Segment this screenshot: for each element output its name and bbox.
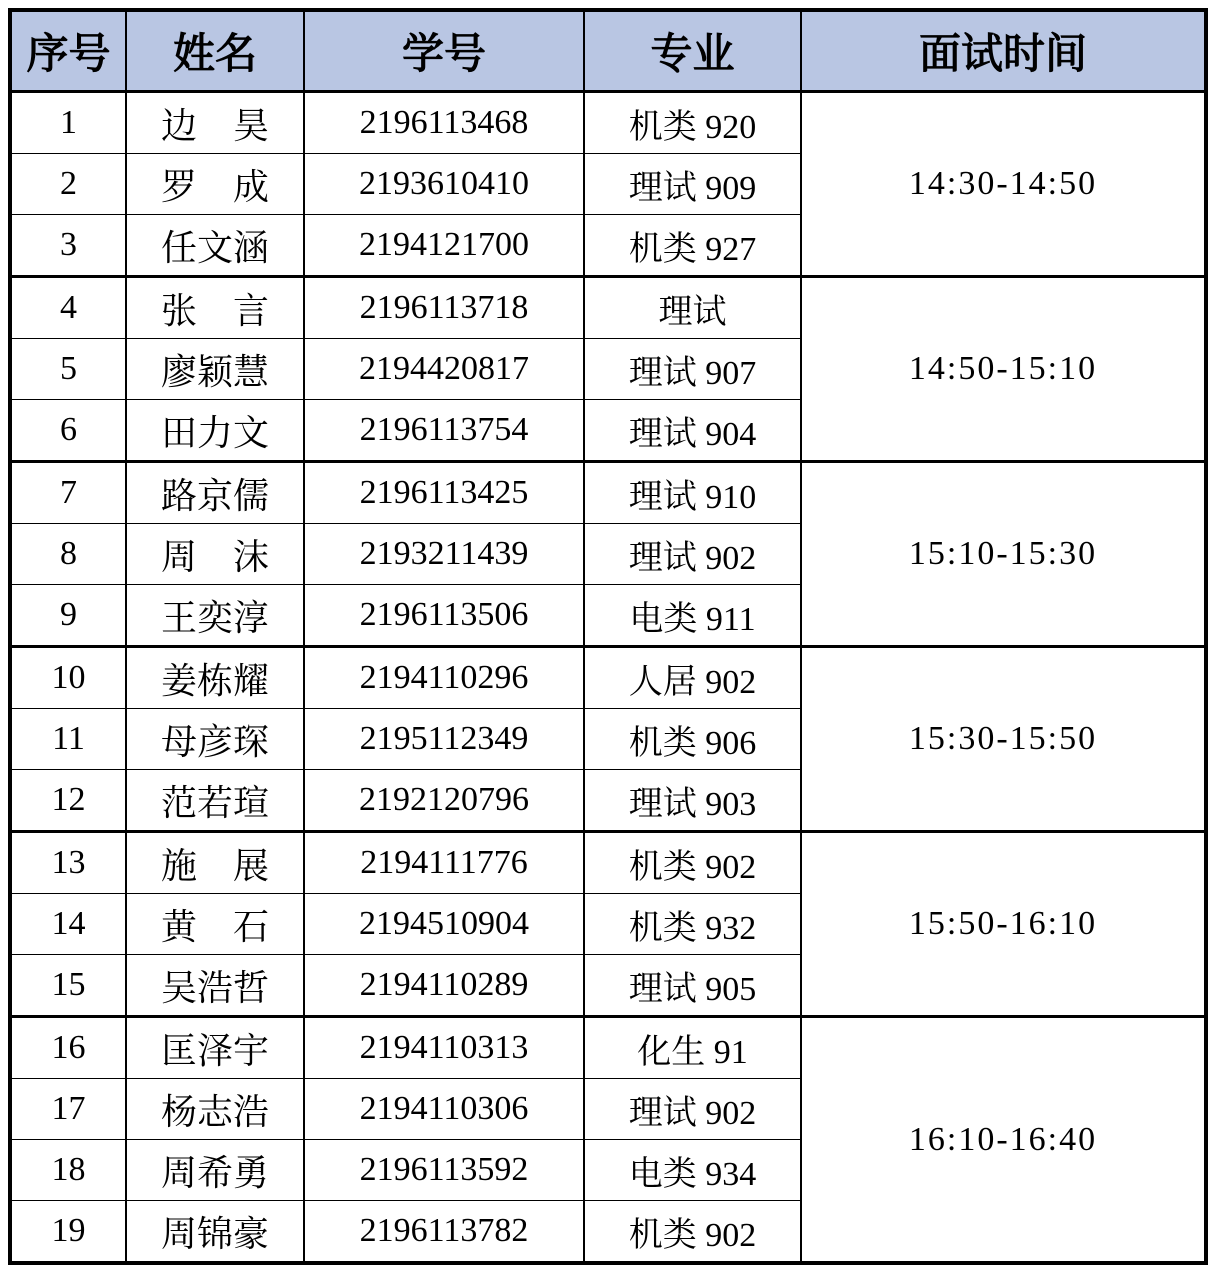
cell-index: 1: [10, 92, 126, 154]
cell-name: 张 言: [126, 277, 304, 339]
cell-name: 施 展: [126, 832, 304, 894]
cell-index: 2: [10, 154, 126, 215]
cell-major: 机类 902: [584, 832, 801, 894]
interview-schedule-table: [8, 8, 1208, 1265]
cell-name: 廖颖慧: [126, 339, 304, 400]
cell-name: 姜栋耀: [126, 647, 304, 709]
cell-name: 母彦琛: [126, 709, 304, 770]
cell-interview-time: 16:10-16:40: [801, 1017, 1206, 1264]
cell-index: 4: [10, 277, 126, 339]
cell-interview-time: 15:10-15:30: [801, 462, 1206, 647]
cell-index: 18: [10, 1140, 126, 1201]
cell-name: 路京儒: [126, 462, 304, 524]
cell-student-id: 2196113718: [304, 277, 584, 339]
col-header-name: 姓名: [126, 10, 304, 92]
cell-major: 理试 903: [584, 770, 801, 832]
cell-major: 人居 902: [584, 647, 801, 709]
cell-major: 理试: [584, 277, 801, 339]
cell-index: 19: [10, 1201, 126, 1264]
cell-major: 理试 904: [584, 400, 801, 462]
cell-student-id: 2196113468: [304, 92, 584, 154]
cell-index: 15: [10, 955, 126, 1017]
cell-student-id: 2195112349: [304, 709, 584, 770]
cell-student-id: 2196113592: [304, 1140, 584, 1201]
cell-major: 电类 934: [584, 1140, 801, 1201]
cell-student-id: 2196113782: [304, 1201, 584, 1264]
cell-interview-time: 14:30-14:50: [801, 92, 1206, 277]
table-row: [10, 647, 1206, 709]
cell-name: 任文涵: [126, 215, 304, 277]
cell-name: 黄 石: [126, 894, 304, 955]
col-header-index: 序号: [10, 10, 126, 92]
cell-index: 10: [10, 647, 126, 709]
col-header-student-id: 学号: [304, 10, 584, 92]
cell-student-id: 2193610410: [304, 154, 584, 215]
cell-index: 14: [10, 894, 126, 955]
cell-major: 理试 902: [584, 1079, 801, 1140]
cell-student-id: 2194110289: [304, 955, 584, 1017]
cell-student-id: 2194420817: [304, 339, 584, 400]
table-row: [10, 1017, 1206, 1079]
cell-student-id: 2196113506: [304, 585, 584, 647]
cell-name: 杨志浩: [126, 1079, 304, 1140]
cell-student-id: 2193211439: [304, 524, 584, 585]
cell-index: 5: [10, 339, 126, 400]
cell-major: 理试 905: [584, 955, 801, 1017]
cell-name: 田力文: [126, 400, 304, 462]
cell-major: 理试 909: [584, 154, 801, 215]
cell-major: 电类 911: [584, 585, 801, 647]
cell-index: 6: [10, 400, 126, 462]
cell-interview-time: 15:30-15:50: [801, 647, 1206, 832]
table-row: [10, 462, 1206, 524]
cell-major: 机类 932: [584, 894, 801, 955]
cell-major: 机类 927: [584, 215, 801, 277]
cell-name: 周希勇: [126, 1140, 304, 1201]
table-row: [10, 832, 1206, 894]
cell-name: 边 昊: [126, 92, 304, 154]
cell-index: 12: [10, 770, 126, 832]
cell-index: 8: [10, 524, 126, 585]
cell-index: 7: [10, 462, 126, 524]
cell-student-id: 2194110313: [304, 1017, 584, 1079]
table-row: [10, 92, 1206, 154]
cell-student-id: 2194510904: [304, 894, 584, 955]
cell-major: 机类 920: [584, 92, 801, 154]
table-row: [10, 277, 1206, 339]
cell-student-id: 2194121700: [304, 215, 584, 277]
cell-student-id: 2194110296: [304, 647, 584, 709]
cell-student-id: 2194111776: [304, 832, 584, 894]
cell-index: 3: [10, 215, 126, 277]
cell-major: 化生 91: [584, 1017, 801, 1079]
header-row: [10, 10, 1206, 92]
cell-index: 16: [10, 1017, 126, 1079]
cell-name: 范若瑄: [126, 770, 304, 832]
cell-major: 理试 902: [584, 524, 801, 585]
cell-student-id: 2192120796: [304, 770, 584, 832]
cell-major: 机类 906: [584, 709, 801, 770]
cell-index: 17: [10, 1079, 126, 1140]
cell-student-id: 2194110306: [304, 1079, 584, 1140]
cell-name: 周 沫: [126, 524, 304, 585]
cell-index: 11: [10, 709, 126, 770]
cell-index: 9: [10, 585, 126, 647]
cell-major: 机类 902: [584, 1201, 801, 1264]
cell-student-id: 2196113425: [304, 462, 584, 524]
cell-name: 吴浩哲: [126, 955, 304, 1017]
cell-name: 王奕淳: [126, 585, 304, 647]
col-header-interview-time: 面试时间: [801, 10, 1206, 92]
cell-major: 理试 910: [584, 462, 801, 524]
cell-name: 罗 成: [126, 154, 304, 215]
cell-name: 匡泽宇: [126, 1017, 304, 1079]
cell-index: 13: [10, 832, 126, 894]
cell-student-id: 2196113754: [304, 400, 584, 462]
cell-interview-time: 15:50-16:10: [801, 832, 1206, 1017]
cell-name: 周锦豪: [126, 1201, 304, 1264]
col-header-major: 专业: [584, 10, 801, 92]
cell-major: 理试 907: [584, 339, 801, 400]
cell-interview-time: 14:50-15:10: [801, 277, 1206, 462]
